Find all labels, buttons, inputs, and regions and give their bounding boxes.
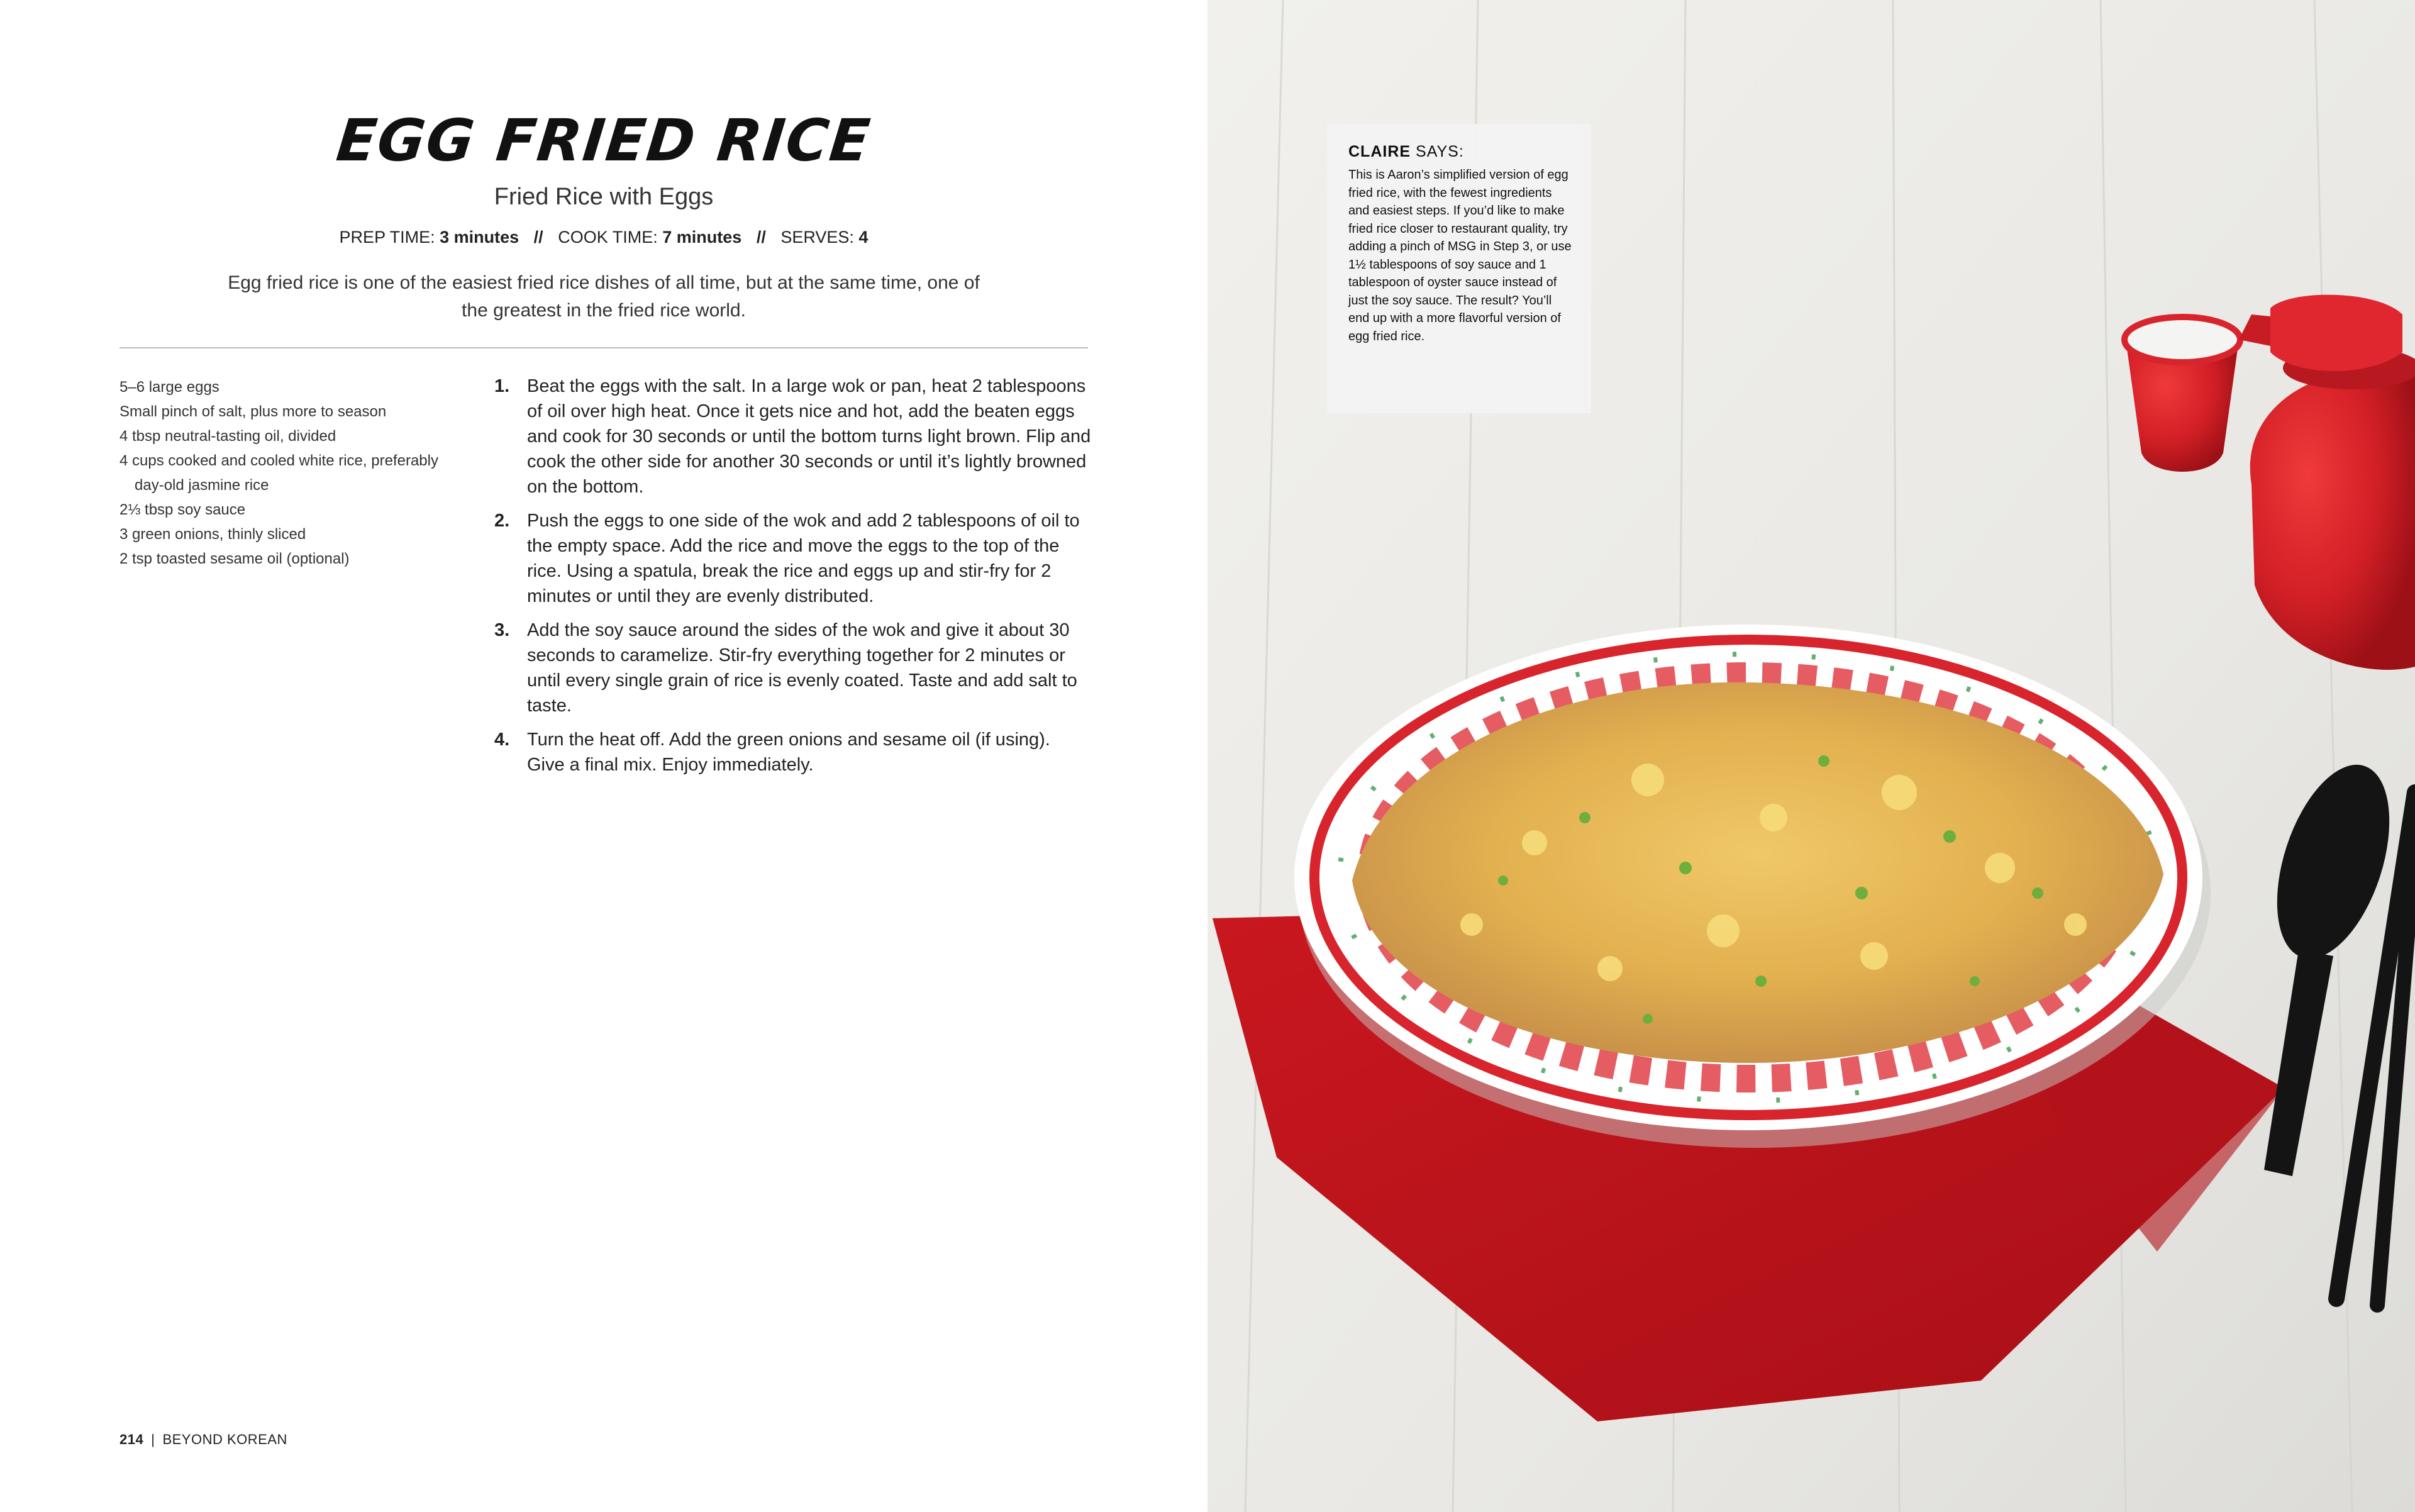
- claire-says-sidebar: [1327, 124, 1591, 413]
- cook-time-value: 7 minutes: [662, 228, 742, 247]
- step-text: Turn the heat off. Add the green onions and sesame oil (if using). Give a final mix. Enjoy immediately.: [527, 730, 1050, 775]
- ingredient-item: 2 tsp toasted sesame oil (optional): [119, 550, 350, 567]
- ingredient-item: Small pinch of salt, plus more to season: [119, 403, 387, 420]
- method-step: [494, 508, 1092, 609]
- prep-time-label: PREP TIME:: [339, 228, 435, 247]
- photo-page: [1208, 0, 2415, 1512]
- serves-value: 4: [858, 228, 869, 247]
- method-steps: [494, 374, 1092, 786]
- footer-divider: |: [151, 1431, 155, 1447]
- page-number: 214: [119, 1431, 144, 1447]
- sidebar-text: This is Aaron’s simplified version of egg fried rice, with the fewest ingredients and easiest steps. If you’d like to make fried rice closer to restaurant quality, try adding a pinch of MSG in Step 3, or use 1½ tablespoons of soy sauce and 1 tablespoon of oyster sauce instead of just the soy sauce. The result? You’ll end up with a more flavorful version of egg fried rice.: [1348, 168, 1572, 343]
- ingredient-item: 2⅓ tbsp soy sauce: [119, 501, 246, 518]
- method-step: [494, 618, 1092, 718]
- sidebar-says: SAYS:: [1416, 143, 1464, 160]
- recipe-title: EGG FRIED RICE: [333, 107, 874, 174]
- step-number: 1.: [494, 376, 510, 396]
- ingredient-item: 5–6 large eggs: [119, 379, 219, 396]
- recipe-intro: Egg fried rice is one of the easiest fried rice dishes of all time, but at the same time, one of the greatest in the fried rice world.: [228, 272, 980, 321]
- serves-label: SERVES:: [780, 228, 854, 247]
- book-title: BEYOND KOREAN: [162, 1431, 287, 1447]
- step-number: 2.: [494, 511, 510, 531]
- section-divider: [119, 347, 1088, 348]
- recipe-subtitle: Fried Rice with Eggs: [494, 184, 714, 210]
- sidebar-heading: [1348, 143, 1572, 161]
- ingredient-item: 3 green onions, thinly sliced: [119, 526, 306, 543]
- method-step: [494, 727, 1092, 777]
- recipe-meta: [0, 228, 1208, 247]
- step-text: Beat the eggs with the salt. In a large wok or pan, heat 2 tablespoons of oil over high heat. Once it gets nice and hot, add the beaten eggs and cook for 30 seconds or until the bottom turns light brown. Flip and cook the other side for another 30 seconds or until it’s lightly browned on the bottom.: [527, 376, 1091, 497]
- ingredient-item: 4 cups cooked and cooled white rice, preferably day-old jasmine rice: [119, 452, 438, 494]
- method-step: [494, 374, 1092, 499]
- step-text: Add the soy sauce around the sides of the wok and give it about 30 seconds to caramelize. Stir-fry everything together for 2 minutes or until every single grain of rice is evenly coated. Taste and add salt to taste.: [527, 620, 1077, 716]
- meta-separator: //: [756, 228, 766, 247]
- sidebar-name: CLAIRE: [1348, 143, 1411, 160]
- step-text: Push the eggs to one side of the wok and add 2 tablespoons of oil to the empty space. Add the rice and move the eggs to the top of the rice. Using a spatula, break the rice and eggs up and stir-fry for 2 minutes or until they are evenly distributed.: [527, 511, 1080, 606]
- meta-separator: //: [533, 228, 543, 247]
- ingredient-item: 4 tbsp neutral-tasting oil, divided: [119, 428, 336, 445]
- prep-time-value: 3 minutes: [440, 228, 519, 247]
- cook-time-label: COOK TIME:: [558, 228, 658, 247]
- tea-cup: [2124, 317, 2240, 472]
- step-number: 3.: [494, 620, 510, 640]
- page-footer: [119, 1431, 287, 1448]
- step-number: 4.: [494, 730, 510, 750]
- ingredient-list: [119, 375, 447, 571]
